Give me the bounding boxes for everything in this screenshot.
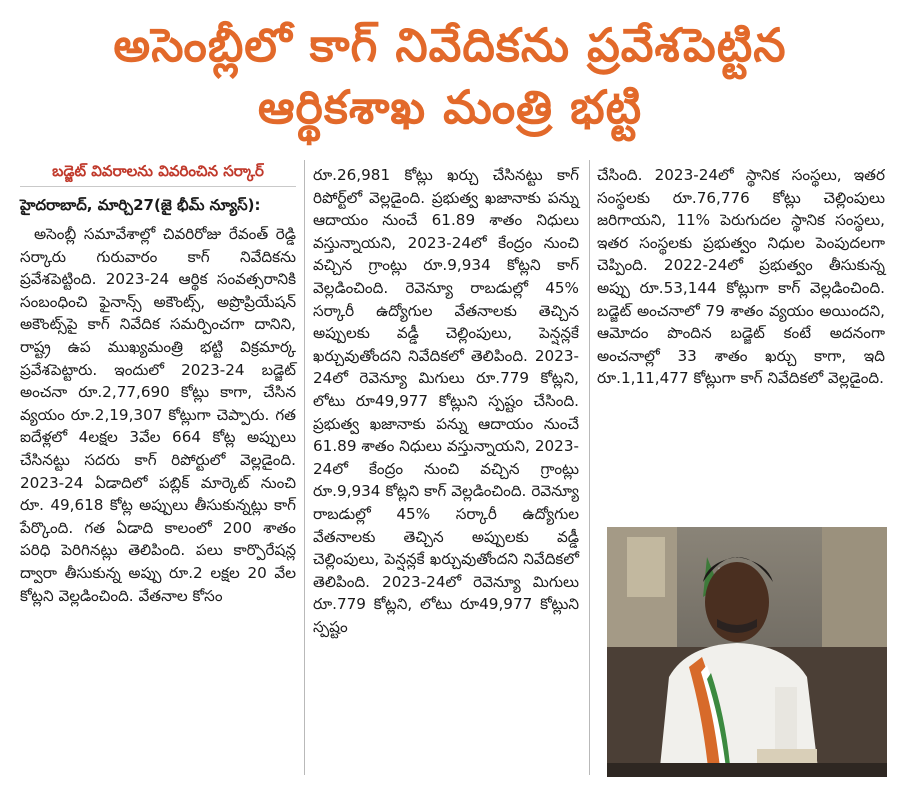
column-divider [589,160,590,775]
article-column-2 [313,164,579,638]
article-body-column-3: చేసింది. 2023-24లో స్థానిక సంస్థలు, ఇతర సంస్థలకు రూ.76,776 కోట్లు చెల్లింపులు జరిగాయని, 11% పెరుగుదల స్థానిక సంస్థలు, ఇతర సంస్థలకు ప్రభుత్వం నిధుల పెంపుదలగా చెప్పింది. 2022-24లో ప్రభుత్వం తీసుకున్న అప్పు రూ.53,144 కోట్లుగా కాగ్ వెల్లడించింది. బడ్జెట్ అంచనాలో 79 శాతం వ్యయం అయిందని, ఆమోదం పొందిన బడ్జెట్ కంటే అదనంగా అంచనాల్లో 33 శాతం ఖర్చు కాగా, ఇది రూ.1,11,477 కోట్లుగా కాగ్ నివేదికలో వెల్లడైంది. [597,166,885,388]
minister-photo [607,527,887,777]
headline [0,0,900,150]
article-column-3 [597,164,885,390]
headline-line-1: అసెంబ్లీలో కాగ్ నివేదికను ప్రవేశపెట్టిన [113,18,787,72]
article-body-column-2: రూ.26,981 కోట్లు ఖర్చు చేసినట్టు కాగ్ రిపోర్ట్‌లో వెల్లడైంది. ప్రభుత్వ ఖజానాకు పన్ను ఆదాయం నుంచే 61.89 శాతం నిధులు వస్తున్నాయని, 2023-24లో కేంద్రం నుంచి వచ్చిన గ్రాంట్లు రూ.9,934 కోట్లని కాగ్ వెల్లడించింది. రెవెన్యూ రాబడుల్లో 45% సర్కారీ ఉద్యోగుల వేతనాలకు తెచ్చిన అప్పులకు వడ్డీ చెల్లింపులు, పెన్షన్లకే ఖర్చువుతోందని నివేదికలో తెలిపింది. 2023-24లో రెవెన్యూ మిగులు రూ.779 కోట్లని, లోటు రూ49,977 కోట్లుని స్పష్టం చేసింది. ప్రభుత్వ ఖజానాకు పన్ను ఆదాయం నుంచే 61.89 శాతం నిధులు వస్తున్నాయని, 2023-24లో కేంద్రం నుంచి వచ్చిన గ్రాంట్లు రూ.9,934 కోట్లని కాగ్ వెల్లడించింది. రెవెన్యూ రాబడుల్లో 45% సర్కారీ ఉద్యోగుల వేతనాలకు తెచ్చిన అప్పులకు వడ్డీ చెల్లింపులు, పెన్షన్లకే ఖర్చువుతోందని నివేదికలో తెలిపింది. 2023-24లో రెవెన్యూ మిగులు రూ.779 కోట్లని, లోటు రూ49,977 కోట్లుని స్పష్టం [313,166,579,636]
headline-line-2: ఆర్థికశాఖ మంత్రి భట్టి [257,80,643,134]
article-dateline: హైదరాబాద్, మార్చి27(జై భీమ్ న్యూస్): [20,196,261,214]
minister-photo-illustration [607,527,887,777]
article-body-column-1: అసెంబ్లీ సమావేశాల్లో చివరిరోజు రేవంత్ రెడ్డి సర్కారు గురువారం కాగ్ నివేదికను ప్రవేశపెట్టింది. 2023-24 ఆర్థిక సంవత్సరానికి సంబంధించి ఫైనాన్స్ అకౌంట్స్, అప్రొప్రియేషన్ అకౌంట్స్‌పై కాగ్ నివేదిక సమర్పించగా దానిని, రాష్ట్ర ఉప ముఖ్యమంత్రి భట్టి విక్రమార్క ప్రవేశపెట్టారు. ఇందులో 2023-24 బడ్జెట్ అంచనా రూ.2,77,690 కోట్లు కాగా, చేసిన వ్యయం రూ.2,19,307 కోట్లుగా చెప్పారు. గత ఐదేళ్లలో 4లక్షల 3వేల 664 కోట్ల అప్పులు చేసినట్టు సదరు కాగ్ రిపోర్టులో వెల్లడైంది. 2023-24 ఏడాదిలో పబ్లిక్ మార్కెట్ నుంచి రూ. 49,618 కోట్ల అప్పులు తీసుకున్నట్లు కాగ్ పేర్కొంది. గత ఏడాది కాలంలో 200 శాతం పరిధి పెరిగినట్లు తెలిపింది. పలు కార్పొరేషన్ల ద్వారా తీసుకున్న అప్పు రూ.2 లక్షల 20 వేల కోట్లని వెల్లడించింది. వేతనాల కోసం [20,225,296,605]
article-column-1 [20,160,296,607]
column-divider [304,160,305,775]
article-subheading: బడ్జెట్ వివరాలను వివరించిన సర్కార్ [20,160,296,187]
